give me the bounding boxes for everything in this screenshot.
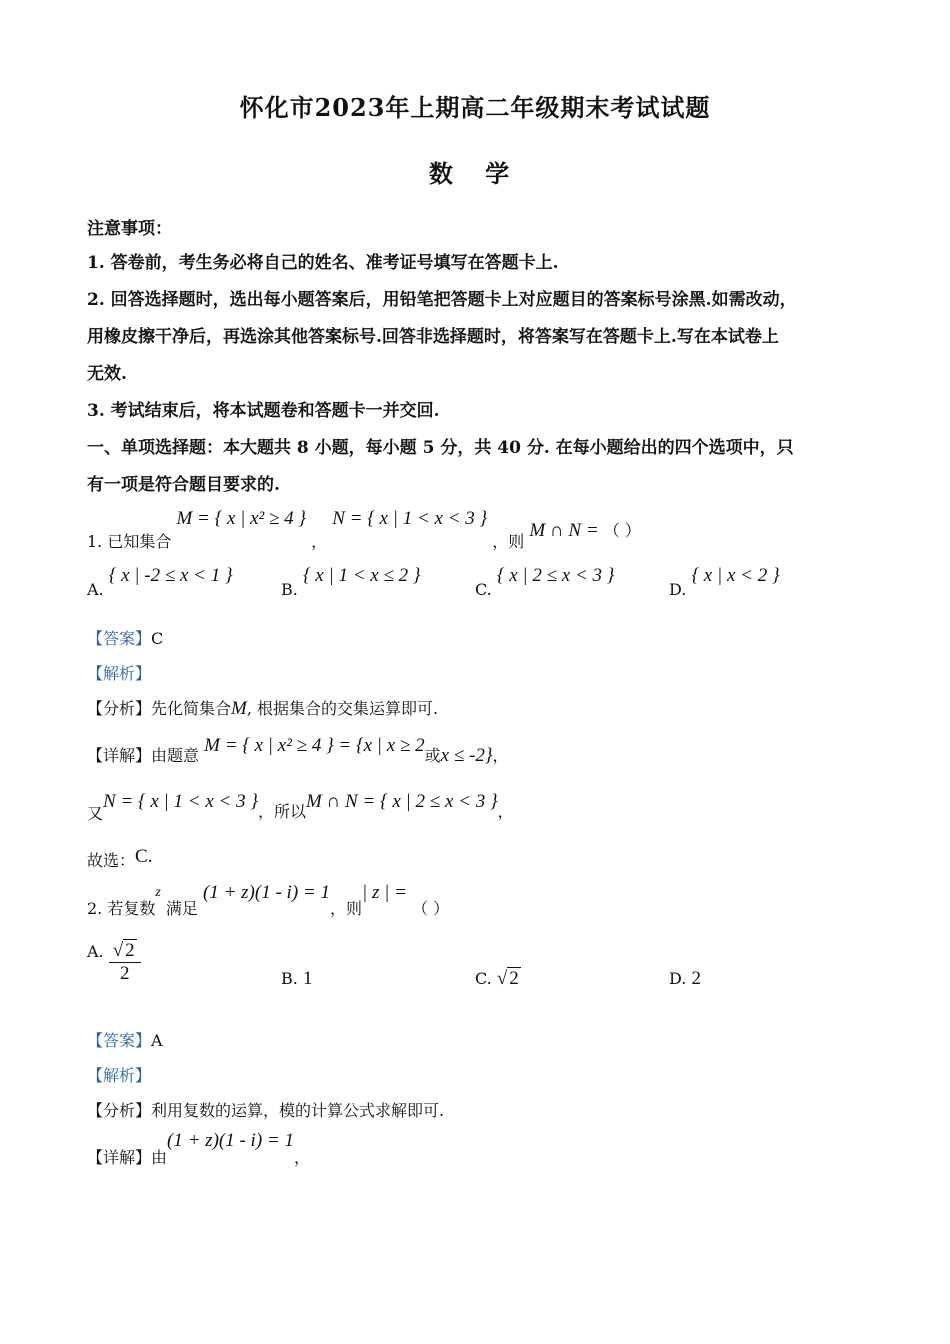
xiangjie-tag: 【详解】 xyxy=(87,1148,152,1167)
fraction-numerator: 2 xyxy=(125,940,135,961)
notice-item-2-line-3: 无效. xyxy=(87,364,127,384)
complex-equation: (1 + z)(1 - i) = 1 xyxy=(203,882,330,903)
answer-tag: 【答案】 xyxy=(87,1031,152,1050)
q2-option-a xyxy=(87,940,141,985)
q1-answer xyxy=(87,626,163,649)
answer-paren: （ ） xyxy=(412,899,450,918)
q1-option-c xyxy=(475,565,615,599)
q1-option-d-label: D. xyxy=(669,580,687,599)
q1-fenxi xyxy=(87,696,438,720)
suoyi-expression: M ∩ N = { x | 2 ≤ x < 3 } xyxy=(305,791,498,812)
q1-option-c-value: { x | 2 ≤ x < 3 } xyxy=(496,565,615,586)
q2-option-a-fraction: $\frac{√ 2}{2}$ xyxy=(109,940,141,985)
answer-paren: （ ） xyxy=(603,521,641,540)
fenxi-text-b: , 根据集合的交集运算即可. xyxy=(246,699,439,718)
fenxi-tag: 【分析】 xyxy=(87,699,152,718)
answer-value: A xyxy=(151,1031,163,1050)
xiangjie-equation: (1 + z)(1 - i) = 1 xyxy=(167,1130,294,1151)
q2-jiexi-tag: 【解析】 xyxy=(87,1066,152,1085)
q2-option-a-label: A. xyxy=(87,942,104,961)
fenxi-set-m: M xyxy=(231,698,247,719)
set-m-definition: M = { x | x² ≥ 4 } xyxy=(176,508,307,529)
notice-item-2-line-2: 用橡皮擦干净后，再选涂其他答案标号.回答非选择题时，将答案写在答题卡上.写在本试卷上 xyxy=(87,327,779,347)
xiangjie-set-m-tail: x ≤ -2} xyxy=(440,745,493,766)
q2-option-c-value: 2 xyxy=(509,968,519,989)
fraction-denominator: 2 xyxy=(119,963,130,984)
xiangjie-end: ， xyxy=(492,746,509,765)
q1-option-c-label: C. xyxy=(475,580,492,599)
q1-xiangjie xyxy=(87,733,509,766)
q2-option-c xyxy=(475,968,521,990)
q1-you xyxy=(87,789,514,823)
q2-option-b xyxy=(281,968,312,990)
xiangjie-or: 或 xyxy=(424,746,441,765)
q1-option-d-value: { x | x < 2 } xyxy=(691,565,780,586)
q1-jiexi-tag: 【解析】 xyxy=(87,664,152,683)
question-1-stem xyxy=(87,506,641,551)
q2-option-c-label: C. xyxy=(475,969,492,988)
xiangjie-text: 由 xyxy=(151,1148,168,1167)
suoyi-end: ， xyxy=(497,802,514,821)
question-1-separator: ， xyxy=(311,532,328,551)
notice-item-1: 1. 答卷前，考生务必将自己的姓名、准考证号填写在答题卡上. xyxy=(87,253,559,273)
variable-z: z xyxy=(155,885,161,900)
q2-option-c-sqrt: √ 2 xyxy=(496,968,519,989)
page-title: 怀化市2023年上期高二年级期末考试试题 xyxy=(239,93,711,122)
q2-xiangjie xyxy=(87,1128,310,1167)
q2-answer xyxy=(87,1028,163,1051)
ze-text: ，则 xyxy=(329,899,362,918)
q1-option-d xyxy=(669,565,780,599)
xiangjie-set-m: M = { x | x² ≥ 4 } = {x | x ≥ 2 xyxy=(204,735,425,756)
q1-option-b-value: { x | 1 < x ≤ 2 } xyxy=(302,565,421,586)
q1-option-a xyxy=(87,565,233,599)
q1-option-a-value: { x | -2 ≤ x < 1 } xyxy=(108,565,233,586)
notice-heading: 注意事项： xyxy=(87,219,172,239)
guxuan-text: 故选： xyxy=(87,851,136,870)
xiangjie-tag: 【详解】 xyxy=(87,746,152,765)
section-1-line-1: 一、单项选择题：本大题共 8 小题，每小题 5 分，共 40 分. 在每小题给出的四个选项中，只 xyxy=(87,438,794,458)
you-text: 又 xyxy=(87,804,104,823)
question-2-stem xyxy=(87,880,450,918)
manzu-text: 满足 xyxy=(165,899,198,918)
xiangjie-end: ， xyxy=(293,1148,310,1167)
fenxi-text-a: 先化简集合 xyxy=(151,699,232,718)
suoyi-text: ，所以 xyxy=(257,802,306,821)
q2-option-b-label: B. xyxy=(281,969,298,988)
guxuan-value: C. xyxy=(135,846,153,867)
q1-option-b-label: B. xyxy=(281,580,298,599)
q1-option-b xyxy=(281,565,421,599)
question-1-then: ，则 xyxy=(492,532,525,551)
question-2-prefix: 2. 若复数 xyxy=(87,899,156,918)
notice-item-3: 3. 考试结束后，将本试题卷和答题卡一并交回. xyxy=(87,401,440,421)
fenxi-tag: 【分析】 xyxy=(87,1101,152,1120)
answer-value: C xyxy=(151,629,164,648)
set-n-definition: N = { x | 1 < x < 3 } xyxy=(332,508,488,529)
q2-option-d xyxy=(669,968,701,990)
fenxi-text: 利用复数的运算，模的计算公式求解即可. xyxy=(151,1101,445,1120)
xiangjie-text: 由题意 xyxy=(151,746,200,765)
subject-title: 数 学 xyxy=(428,159,522,188)
answer-tag: 【答案】 xyxy=(87,629,152,648)
question-1-prefix: 1. 已知集合 xyxy=(87,532,172,551)
section-1-line-2: 有一项是符合题目要求的. xyxy=(87,475,280,495)
q2-option-d-label: D. xyxy=(669,969,687,988)
q1-guxuan xyxy=(87,848,152,872)
q1-option-a-label: A. xyxy=(87,580,104,599)
q2-fenxi xyxy=(87,1098,444,1121)
modulus-expression: | z | = xyxy=(361,882,407,903)
notice-item-2-line-1: 2. 回答选择题时，选出每小题答案后，用铅笔把答题卡上对应题目的答案标号涂黑.如需改动， xyxy=(87,290,797,310)
you-set-n: N = { x | 1 < x < 3 } xyxy=(103,791,258,812)
intersection-expression: M ∩ N = xyxy=(529,520,599,541)
q2-option-b-value: 1 xyxy=(302,968,313,989)
q2-option-d-value: 2 xyxy=(691,968,701,989)
